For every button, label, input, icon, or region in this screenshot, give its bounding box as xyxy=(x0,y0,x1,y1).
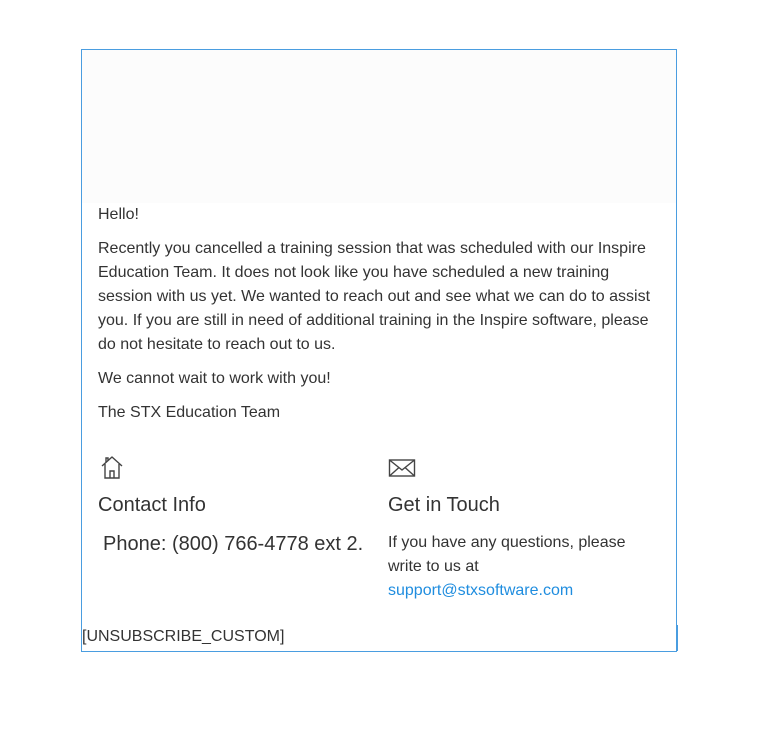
contact-info-column xyxy=(98,454,378,557)
signature: The STX Education Team xyxy=(98,404,281,421)
home-icon xyxy=(98,454,126,480)
get-in-touch-text xyxy=(388,531,658,603)
unsubscribe-placeholder[interactable]: [UNSUBSCRIBE_CUSTOM] xyxy=(82,628,285,645)
closing-line: We cannot wait to work with you! xyxy=(98,370,331,387)
contact-info-title: Contact Info xyxy=(98,494,206,516)
message-paragraph: Recently you cancelled a training session that was scheduled with our Inspire Education Team. It does not look like you have scheduled a new training session with us yet. We wanted to reach out and see what we can do to assist you. If you are still in need of additional training in the Inspire software, please do not hesitate to reach out to us. xyxy=(98,240,651,353)
get-in-touch-column xyxy=(388,454,658,603)
email-body xyxy=(98,203,658,435)
frame-edge-marker xyxy=(676,625,678,651)
envelope-icon xyxy=(388,454,416,480)
header-image-area xyxy=(82,50,676,203)
get-in-touch-title: Get in Touch xyxy=(388,494,500,516)
greeting: Hello! xyxy=(98,206,139,223)
questions-text: If you have any questions, please write to us at xyxy=(388,534,626,575)
phone-number: Phone: (800) 766-4778 ext 2. xyxy=(103,533,364,555)
support-email-link[interactable]: support@stxsoftware.com xyxy=(388,582,574,599)
email-frame xyxy=(81,49,677,652)
